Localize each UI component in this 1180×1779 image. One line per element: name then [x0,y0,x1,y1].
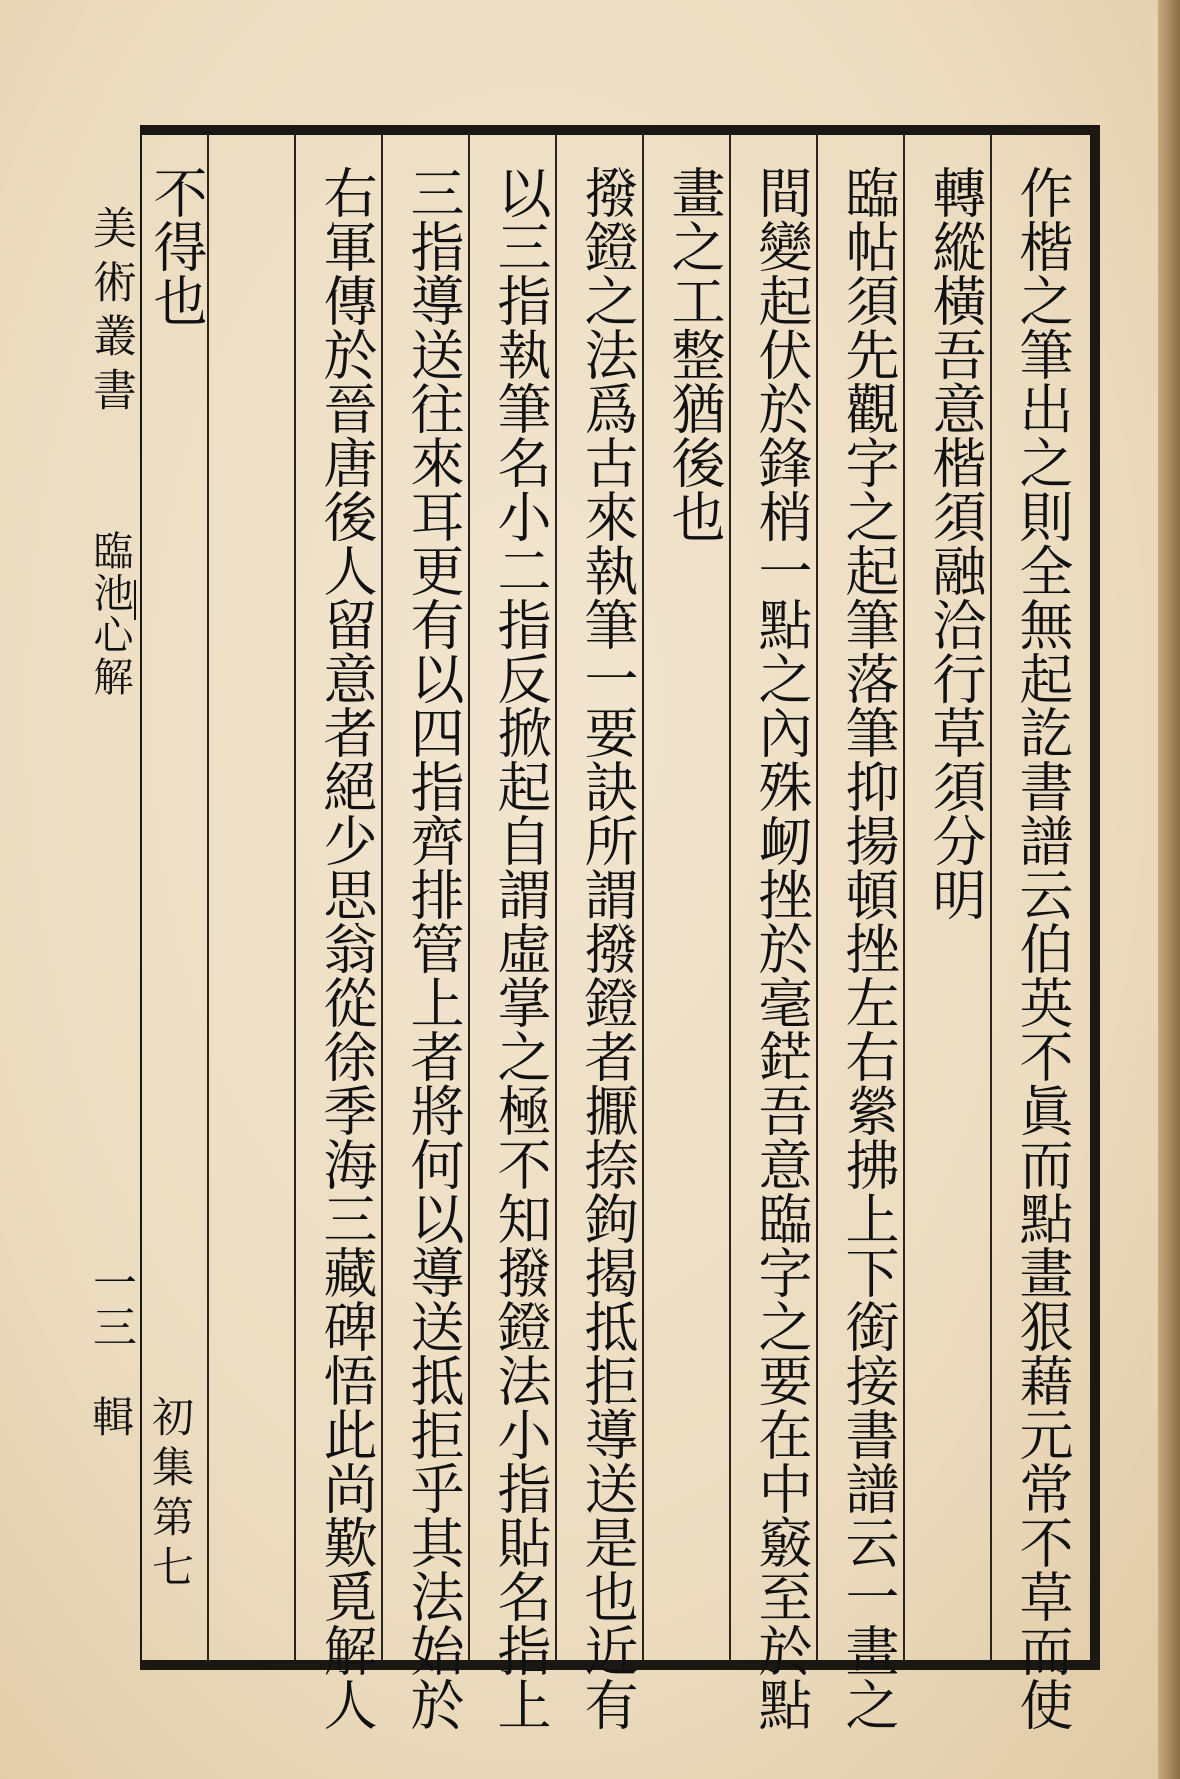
text-column-1: 作楷之筆出之則全無起訖書譜云伯英不眞而點畫狠藉元常不草而使 [1011,165,1074,1731]
text-column-3: 臨帖須先觀字之起筆落筆抑揚頓挫左右縈拂上下銜接書譜云一畫之 [837,165,900,1731]
column-rule [207,135,209,1660]
text-frame [140,125,1100,1731]
text-column-7: 以三指執筆名小二指反掀起自謂虛掌之極不知撥鐙法小指貼名指上 [489,165,552,1731]
series-title: 美術叢書 [85,205,136,421]
book-title: 臨池心解 [87,530,133,698]
text-column-2: 轉縱橫吾意楷須融洽行草須分明 [924,165,987,921]
book-spine [1158,0,1180,1779]
column-rule [294,135,296,1660]
text-column-5: 畫之工整猶後也 [663,165,726,543]
text-column-10: 不得也 [145,165,208,327]
text-column-9: 右軍傳於晉唐後人留意者絕少思翁從徐季海三藏碑悟此尚歎覓解人 [315,165,378,1731]
text-column-6: 撥鐙之法爲古來執筆一要訣所謂撥鐙者擫捺鉤揭抵拒導送是也近有 [576,165,639,1731]
volume-label: 初集第七輯 [86,1395,195,1595]
page-number: 一三 [85,1260,136,1348]
text-column-4: 間變起伏於鋒梢一點之內殊衂挫於毫鋩吾意臨字之要在中竅至於點 [750,165,813,1731]
text-column-8: 三指導送往來耳更有以四指齊排管上者將何以導送抵拒乎其法始於 [402,165,465,1731]
